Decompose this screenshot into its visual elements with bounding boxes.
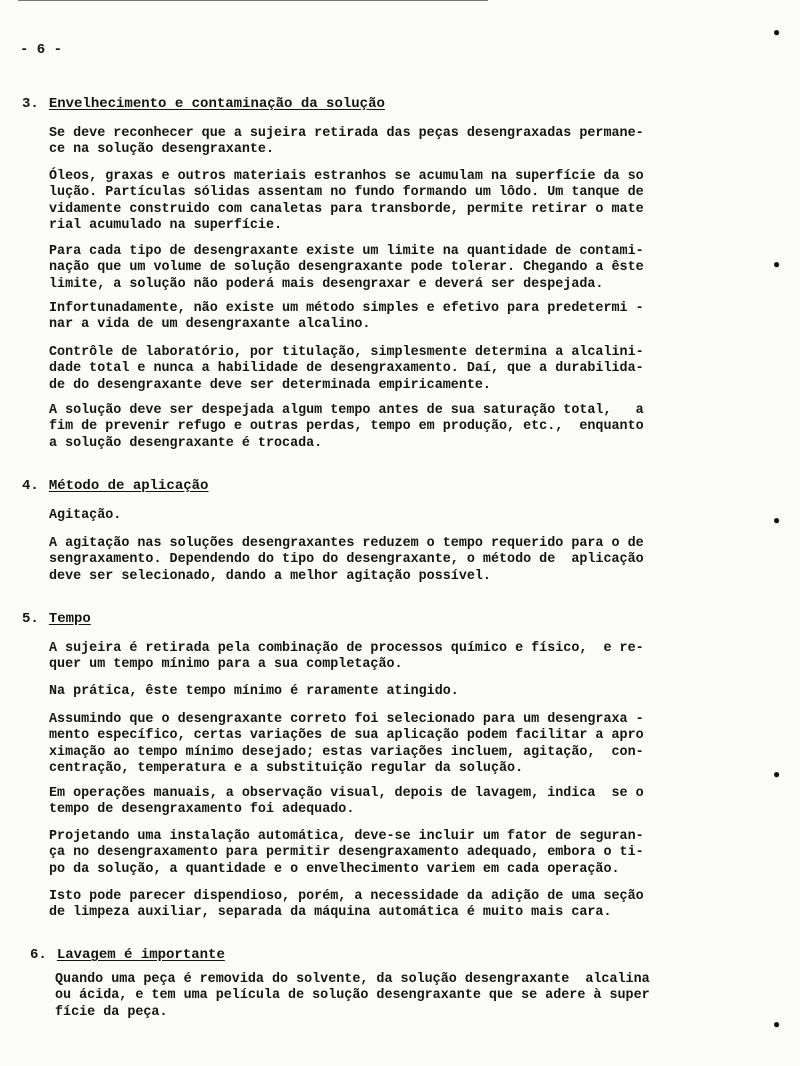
section-title: Envelhecimento e contaminação da solução <box>48 96 385 112</box>
top-border-rule <box>18 0 488 1</box>
binder-mark: ● <box>773 26 781 40</box>
section-number: 4. <box>22 478 39 494</box>
paragraph: Contrôle de laboratório, por titulação, simplesmente determina a alcalini- dade total e nunca a habilidade de desengraxamento. Daí, que a durabilida- de do desengraxante deve ser determinada empiricamente. <box>49 345 644 393</box>
paragraph: Em operações manuais, a observação visual, depois de lavagem, indica se o tempo de desengraxamento foi adequado. <box>49 786 644 818</box>
section-4-heading <box>22 478 208 494</box>
paragraph: Assumindo que o desengraxante correto foi selecionado para um desengraxa - mento específico, certas variações de sua aplicação podem facilitar a apro ximação ao tempo mínimo desejado; estas variações incluem, agitação, con- centração, temperatura e a substituição regular da solução. <box>49 712 644 777</box>
binder-mark: ● <box>773 1018 781 1032</box>
binder-mark: ● <box>773 258 781 272</box>
paragraph: Para cada tipo de desengraxante existe um limite na quantidade de contami- nação que um volume de solução desengraxante pode tolerar. Chegando a êste limite, a solução não poderá mais desengraxar e deverá ser despejada. <box>49 244 644 292</box>
section-5-heading <box>22 611 91 627</box>
paragraph: A agitação nas soluções desengraxantes reduzem o tempo requerido para o de sengraxamento. Dependendo do tipo do desengraxante, o método de aplicação deve ser selecionado, dando a melhor agitação possível. <box>49 536 644 584</box>
section-title: Lavagem é importante <box>56 947 225 963</box>
page-number: - 6 - <box>20 42 63 58</box>
section-number: 5. <box>22 611 39 627</box>
binder-mark: ● <box>773 514 781 528</box>
paragraph: Na prática, êste tempo mínimo é raramente atingido. <box>49 684 459 699</box>
binder-mark: ● <box>773 768 781 782</box>
paragraph: Projetando uma instalação automática, deve-se incluir um fator de seguran- ça no desengraxamento para permitir desengraxamento adequado, embora o ti- po da solução, a quantidade e o envelhecimento variem em cada operação. <box>49 829 644 877</box>
section-title: Método de aplicação <box>48 478 209 494</box>
paragraph: Infortunadamente, não existe um método simples e efetivo para predetermi - nar a vida de um desengraxante alcalino. <box>49 301 644 333</box>
section-6-heading <box>30 947 225 963</box>
paragraph: Óleos, graxas e outros materiais estranhos se acumulam na superfície da so lução. Partículas sólidas assentam no fundo formando um lôdo. Um tanque de vidamente construido com canaletas para transborde, permite retirar o mate rial acumulado na superfície. <box>49 169 644 234</box>
paragraph: Quando uma peça é removida do solvente, da solução desengraxante alcalina ou ácida, e tem uma película de solução desengraxante que se adere à super fície da peça. <box>55 972 650 1020</box>
paragraph: Isto pode parecer dispendioso, porém, a necessidade da adição de uma seção de limpeza auxiliar, separada da máquina automática é muito mais cara. <box>49 889 644 921</box>
paragraph: A sujeira é retirada pela combinação de processos químico e físico, e re- quer um tempo mínimo para a sua completação. <box>49 641 644 673</box>
section-3-heading <box>22 96 385 112</box>
paragraph: A solução deve ser despejada algum tempo antes de sua saturação total, a fim de prevenir refugo e outras perdas, tempo em produção, etc., enquanto a solução desengraxante é trocada. <box>49 403 644 451</box>
paragraph: Agitação. <box>49 508 122 523</box>
paragraph: Se deve reconhecer que a sujeira retirada das peças desengraxadas permane- ce na solução desengraxante. <box>49 126 644 158</box>
section-number: 3. <box>22 96 39 112</box>
section-number: 6. <box>30 947 47 963</box>
section-title: Tempo <box>48 611 91 627</box>
